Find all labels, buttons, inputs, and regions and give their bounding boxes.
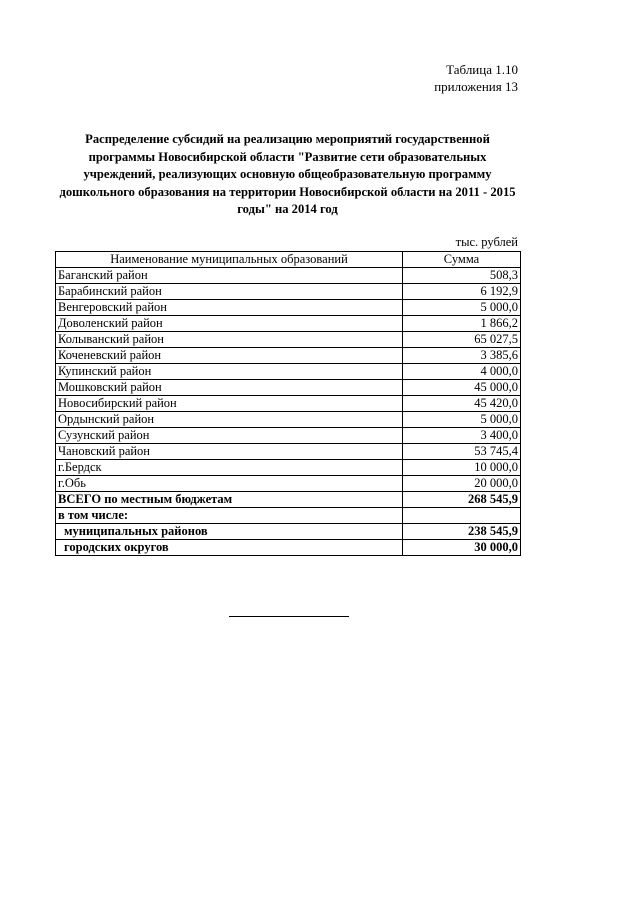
row-sum: 53 745,4: [403, 444, 521, 460]
row-sum: 5 000,0: [403, 412, 521, 428]
row-name: Коченевский район: [56, 348, 403, 364]
row-name: г.Бердск: [56, 460, 403, 476]
table-row: [56, 460, 521, 476]
table-row: [56, 364, 521, 380]
table-header-row: [56, 252, 521, 268]
subsidy-table: [55, 251, 521, 556]
document-title: Распределение субсидий на реализацию мероприятий государственной программы Новосибирской области "Развитие сети образовательных учреждений, реализующих основную общеобразовательную программу дошкольного образования на территории Новосибирской области на 2011 - 2015 годы" на 2014 год: [59, 132, 516, 216]
row-sum: 3 385,6: [403, 348, 521, 364]
municipal-districts-row: [56, 524, 521, 540]
appendix-number: приложения 13: [434, 79, 518, 94]
row-name: Купинский район: [56, 364, 403, 380]
city-districts-sum: 30 000,0: [403, 540, 521, 556]
row-sum: 6 192,9: [403, 284, 521, 300]
total-sum: 268 545,9: [403, 492, 521, 508]
table-number: Таблица 1.10: [446, 62, 518, 77]
including-label: в том числе:: [56, 508, 403, 524]
table-row: [56, 380, 521, 396]
row-name: Новосибирский район: [56, 396, 403, 412]
city-districts-label: городских округов: [56, 540, 403, 556]
table-row: [56, 476, 521, 492]
row-name: Мошковский район: [56, 380, 403, 396]
table-body: [56, 268, 521, 556]
including-sum: [403, 508, 521, 524]
total-row: [56, 492, 521, 508]
table-row: [56, 396, 521, 412]
row-name: Доволенский район: [56, 316, 403, 332]
table-row: [56, 268, 521, 284]
municipal-districts-sum: 238 545,9: [403, 524, 521, 540]
table-row: [56, 284, 521, 300]
row-name: Барабинский район: [56, 284, 403, 300]
row-name: Баганский район: [56, 268, 403, 284]
column-header-sum: Сумма: [403, 252, 521, 268]
table-row: [56, 300, 521, 316]
table-row: [56, 412, 521, 428]
row-sum: 1 866,2: [403, 316, 521, 332]
table-reference: [434, 61, 518, 95]
row-sum: 5 000,0: [403, 300, 521, 316]
table-row: [56, 444, 521, 460]
row-sum: 45 000,0: [403, 380, 521, 396]
row-name: Венгеровский район: [56, 300, 403, 316]
city-districts-row: [56, 540, 521, 556]
row-name: Колыванский район: [56, 332, 403, 348]
units-label: тыс. рублей: [455, 235, 518, 249]
column-header-name: Наименование муниципальных образований: [56, 252, 403, 268]
row-sum: 45 420,0: [403, 396, 521, 412]
row-name: Чановский район: [56, 444, 403, 460]
row-sum: 3 400,0: [403, 428, 521, 444]
municipal-districts-label: муниципальных районов: [56, 524, 403, 540]
row-sum: 20 000,0: [403, 476, 521, 492]
row-sum: 4 000,0: [403, 364, 521, 380]
row-name: Сузунский район: [56, 428, 403, 444]
including-row: [56, 508, 521, 524]
row-name: Ордынский район: [56, 412, 403, 428]
row-name: г.Обь: [56, 476, 403, 492]
row-sum: 65 027,5: [403, 332, 521, 348]
table-row: [56, 428, 521, 444]
row-sum: 508,3: [403, 268, 521, 284]
table-row: [56, 316, 521, 332]
footer-divider: [229, 616, 349, 617]
table-row: [56, 332, 521, 348]
row-sum: 10 000,0: [403, 460, 521, 476]
table-row: [56, 348, 521, 364]
total-label: ВСЕГО по местным бюджетам: [56, 492, 403, 508]
